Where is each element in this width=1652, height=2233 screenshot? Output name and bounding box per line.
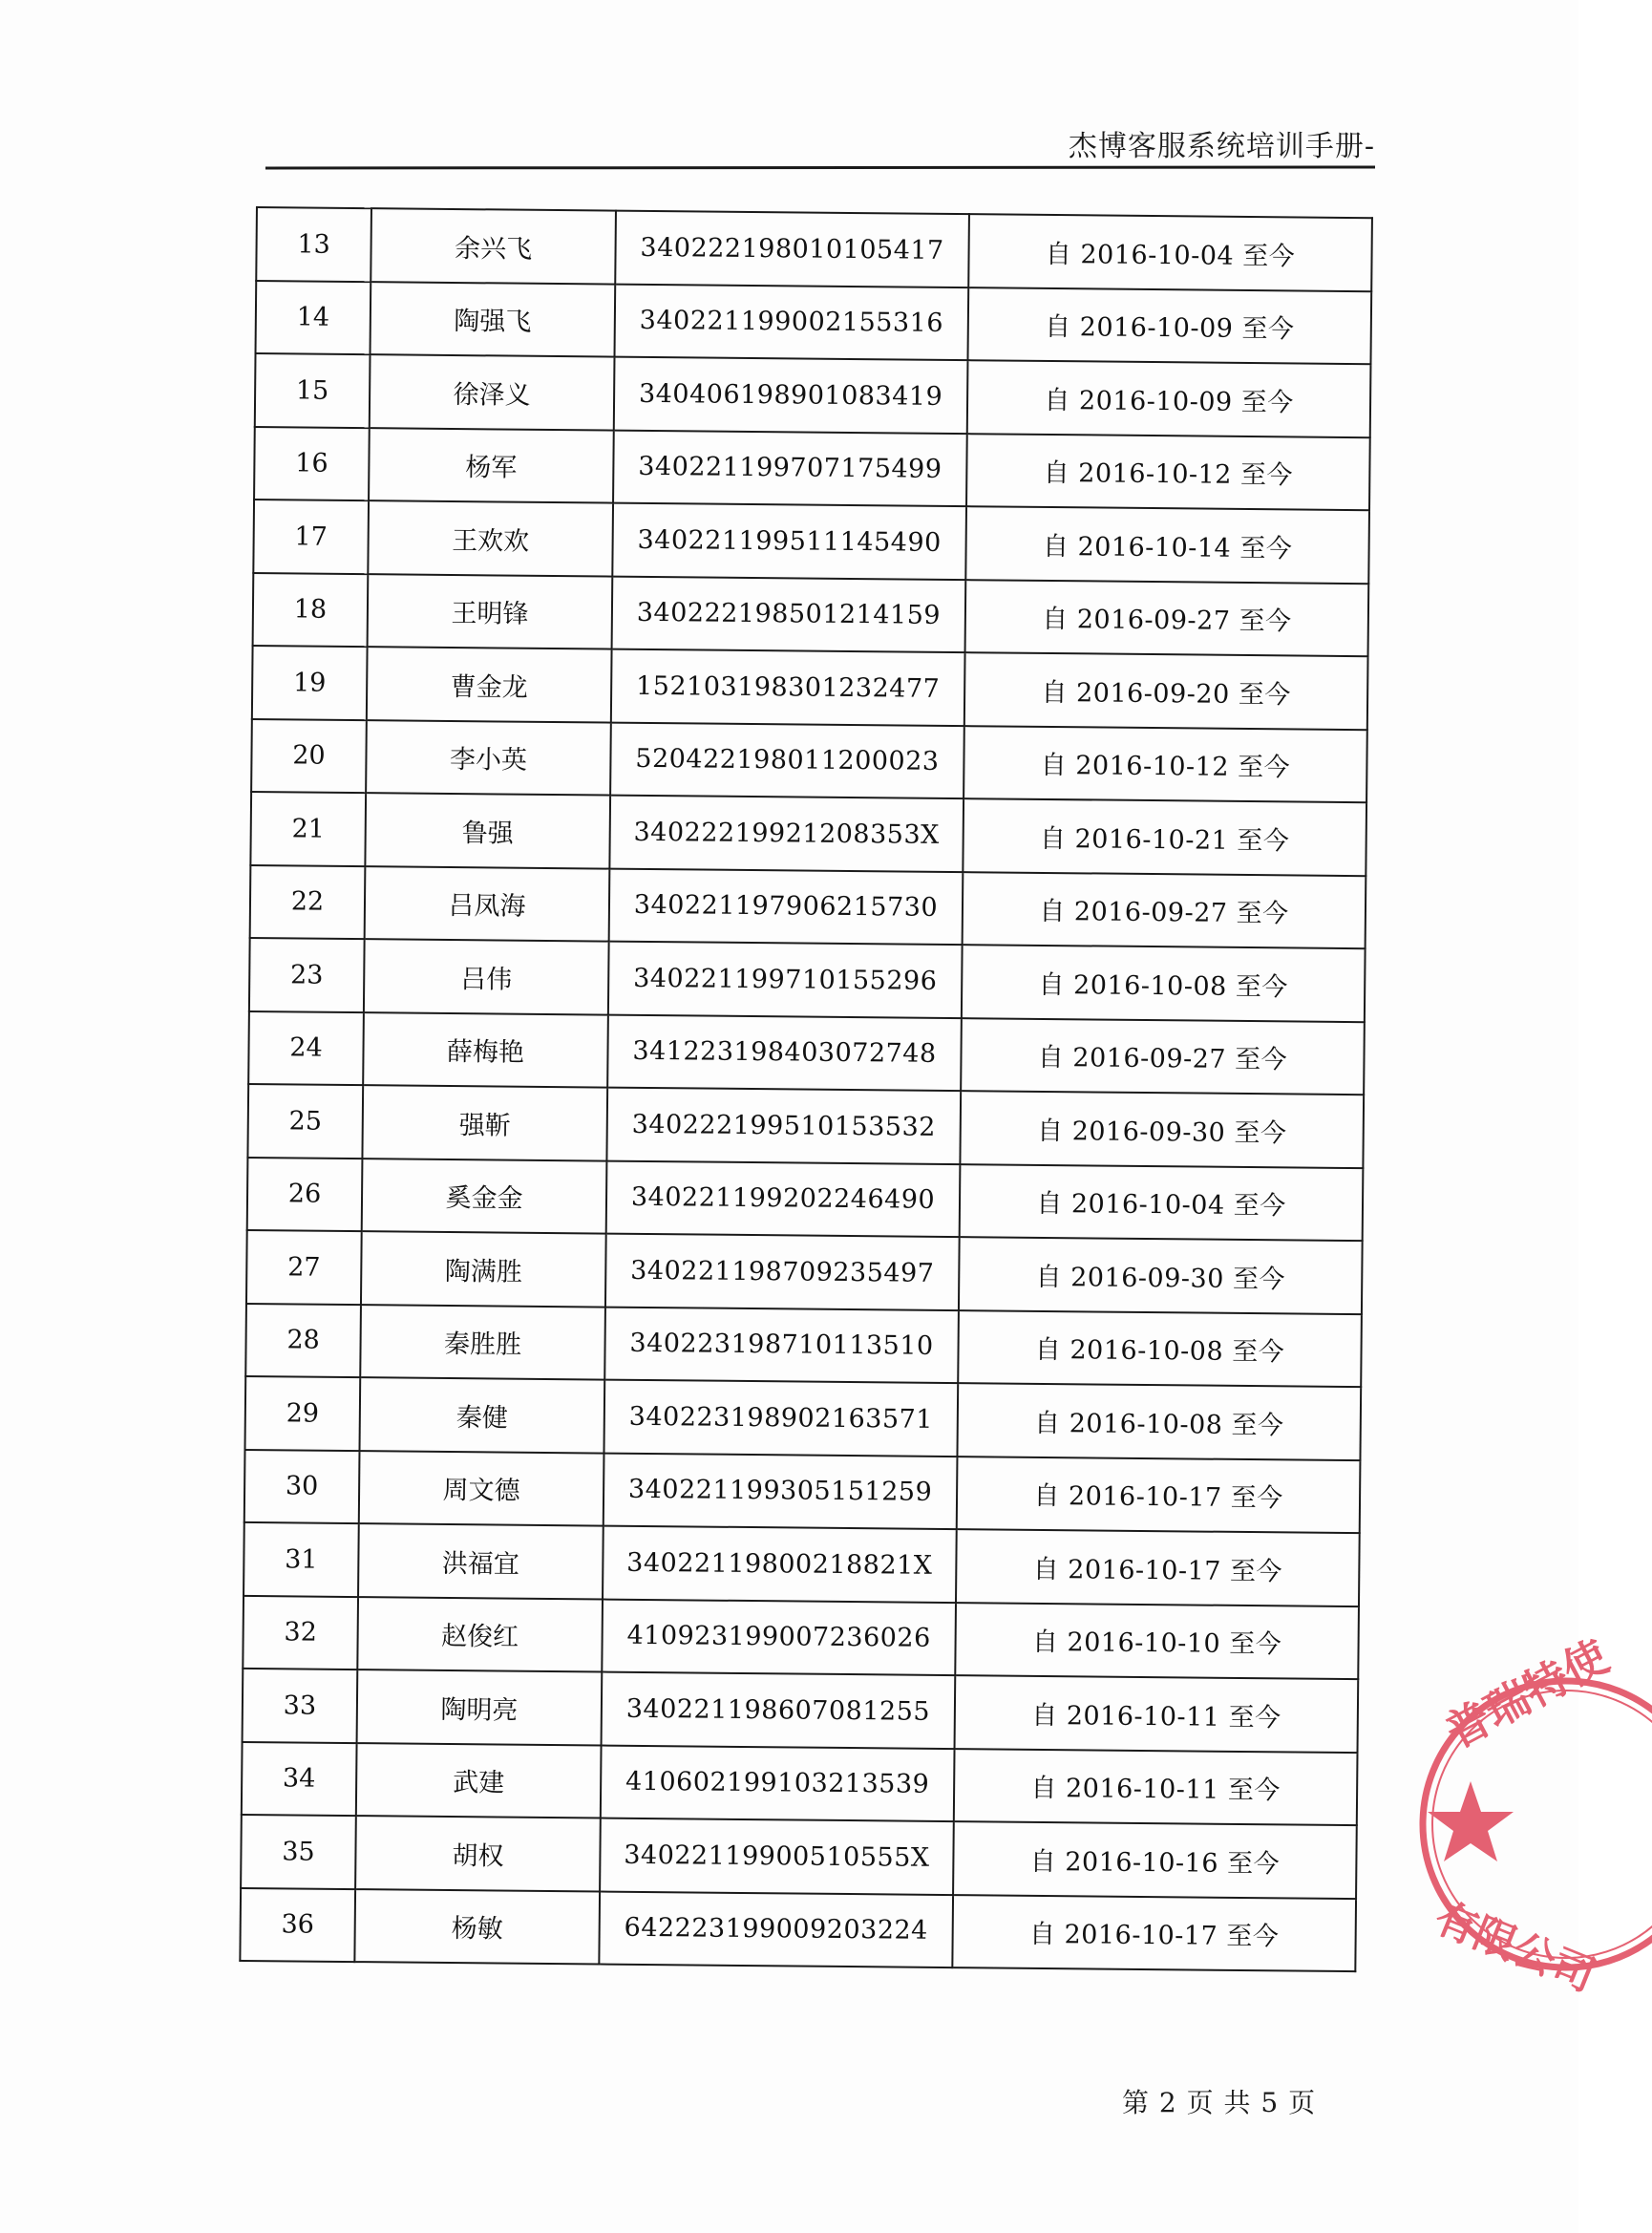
row-id-number-cell: 152103198301232477 — [611, 649, 965, 726]
table-row — [243, 1595, 1359, 1679]
row-period-cell: 自 2016-10-10 至今 — [955, 1603, 1359, 1680]
row-period-cell: 自 2016-10-04 至今 — [960, 1164, 1364, 1242]
row-id-number-cell: 340221199511145490 — [612, 503, 966, 580]
row-id-number-cell: 341223198403072748 — [607, 1014, 962, 1091]
header-rule — [265, 165, 1375, 169]
row-number-cell: 28 — [245, 1303, 361, 1377]
row-number-cell: 14 — [256, 281, 371, 355]
row-period-cell: 自 2016-10-11 至今 — [955, 1675, 1359, 1753]
row-period-cell: 自 2016-09-30 至今 — [960, 1091, 1364, 1168]
row-number-cell: 36 — [240, 1887, 355, 1962]
row-number-cell: 20 — [251, 718, 367, 793]
table-row — [250, 864, 1366, 948]
row-period-cell: 自 2016-10-17 至今 — [956, 1529, 1360, 1606]
row-number-cell: 21 — [250, 792, 366, 866]
row-number-cell: 35 — [241, 1815, 356, 1889]
table-row — [244, 1449, 1361, 1533]
table-row — [241, 1815, 1357, 1899]
row-name-cell: 陶强飞 — [371, 282, 616, 357]
row-period-cell: 自 2016-09-20 至今 — [964, 652, 1368, 730]
row-number-cell: 22 — [250, 864, 366, 939]
row-name-cell: 洪福宜 — [358, 1523, 604, 1599]
company-seal-stamp — [1413, 1629, 1652, 2002]
row-number-cell: 33 — [243, 1669, 358, 1743]
header-title: 杰博客服系统培训手册- — [1068, 130, 1375, 163]
row-name-cell: 王欢欢 — [368, 500, 613, 576]
row-name-cell: 奚金金 — [362, 1159, 607, 1234]
table-row — [255, 353, 1371, 437]
row-period-cell: 自 2016-10-09 至今 — [967, 360, 1371, 437]
row-period-cell: 自 2016-10-12 至今 — [966, 434, 1370, 511]
row-number-cell: 17 — [253, 500, 369, 574]
table-row — [256, 207, 1372, 291]
row-id-number-cell: 340221199305151259 — [604, 1453, 958, 1529]
row-id-number-cell: 340406198901083419 — [614, 357, 968, 434]
row-period-cell: 自 2016-10-08 至今 — [957, 1383, 1361, 1460]
row-id-number-cell: 340221199202246490 — [606, 1160, 961, 1237]
row-number-cell: 26 — [247, 1157, 363, 1231]
row-id-number-cell: 340221198607081255 — [602, 1672, 956, 1749]
row-name-cell: 赵俊红 — [357, 1597, 603, 1672]
row-name-cell: 陶明亮 — [357, 1669, 603, 1745]
row-period-cell: 自 2016-09-27 至今 — [965, 580, 1369, 657]
row-name-cell: 武建 — [356, 1743, 602, 1818]
row-number-cell: 15 — [255, 353, 371, 428]
row-name-cell: 王明锋 — [368, 574, 613, 649]
page-footer: 第 2 页 共 5 页 — [1122, 2087, 1317, 2118]
table-row — [251, 718, 1367, 802]
table-row — [246, 1230, 1363, 1314]
row-number-cell: 19 — [252, 646, 368, 720]
row-id-number-cell: 410923199007236026 — [602, 1599, 956, 1675]
row-name-cell: 曹金龙 — [367, 647, 612, 722]
row-name-cell: 李小英 — [366, 720, 611, 796]
table-row — [250, 792, 1366, 876]
row-name-cell: 吕凤海 — [365, 866, 610, 942]
table-row — [240, 1887, 1356, 1971]
seal-text-top: 普瑞特使 — [1437, 1629, 1617, 1758]
row-id-number-cell: 34022119900510555X — [600, 1818, 954, 1895]
row-name-cell: 陶满胜 — [361, 1231, 606, 1307]
row-period-cell: 自 2016-10-14 至今 — [965, 506, 1369, 584]
row-period-cell: 自 2016-10-04 至今 — [968, 214, 1372, 291]
row-number-cell: 23 — [249, 938, 365, 1012]
table-row — [243, 1669, 1359, 1753]
row-name-cell: 秦健 — [360, 1377, 605, 1453]
row-id-number-cell: 340222198501214159 — [612, 576, 966, 652]
row-period-cell: 自 2016-10-17 至今 — [952, 1895, 1356, 1972]
row-period-cell: 自 2016-10-16 至今 — [953, 1821, 1357, 1899]
row-period-cell: 自 2016-09-27 至今 — [961, 1018, 1365, 1095]
row-number-cell: 30 — [244, 1449, 360, 1523]
row-number-cell: 18 — [253, 572, 369, 647]
row-id-number-cell: 340222199510153532 — [606, 1088, 961, 1164]
row-id-number-cell: 340221199002155316 — [615, 284, 969, 360]
row-period-cell: 自 2016-10-21 至今 — [963, 798, 1366, 876]
row-name-cell: 秦胜胜 — [360, 1305, 605, 1380]
row-number-cell: 13 — [256, 207, 371, 282]
table-row — [254, 426, 1370, 510]
row-id-number-cell: 520422198011200023 — [610, 722, 964, 798]
row-period-cell: 自 2016-10-08 至今 — [962, 945, 1366, 1022]
row-id-number-cell: 340223198710113510 — [604, 1307, 959, 1383]
row-number-cell: 34 — [242, 1741, 357, 1816]
row-number-cell: 32 — [243, 1595, 358, 1669]
row-name-cell: 强靳 — [362, 1085, 607, 1160]
row-number-cell: 25 — [247, 1084, 363, 1159]
table-row — [249, 938, 1366, 1022]
row-period-cell: 自 2016-10-08 至今 — [958, 1310, 1362, 1388]
star-icon — [1428, 1781, 1514, 1861]
row-name-cell: 周文德 — [359, 1451, 604, 1526]
table-row — [248, 1010, 1365, 1095]
row-id-number-cell: 34022119800218821X — [603, 1526, 957, 1603]
row-id-number-cell: 642223199009203224 — [599, 1891, 953, 1967]
row-name-cell: 徐泽义 — [370, 354, 615, 430]
table-row — [247, 1157, 1364, 1241]
row-id-number-cell: 410602199103213539 — [601, 1745, 955, 1821]
row-id-number-cell: 340223198902163571 — [604, 1380, 958, 1457]
row-name-cell: 余兴飞 — [371, 208, 616, 284]
table-row — [247, 1084, 1364, 1168]
row-name-cell: 胡权 — [355, 1816, 601, 1891]
row-period-cell: 自 2016-10-17 至今 — [957, 1457, 1361, 1534]
table-row — [256, 281, 1372, 365]
row-id-number-cell: 34022219921208353X — [609, 796, 964, 872]
table-row — [253, 500, 1369, 584]
row-name-cell: 杨敏 — [354, 1889, 600, 1965]
row-name-cell: 薛梅艳 — [363, 1012, 608, 1088]
row-number-cell: 27 — [246, 1230, 362, 1305]
table-row — [245, 1376, 1362, 1460]
row-number-cell: 16 — [254, 426, 370, 500]
row-number-cell: 29 — [245, 1376, 361, 1451]
table-row — [242, 1741, 1358, 1825]
roster-table — [239, 206, 1373, 1972]
row-period-cell: 自 2016-10-12 至今 — [964, 726, 1367, 803]
row-id-number-cell: 340221198709235497 — [605, 1234, 960, 1310]
table-row — [245, 1303, 1362, 1387]
seal-text-bottom: 有限公司 — [1428, 1893, 1602, 2002]
table-row — [253, 572, 1369, 656]
row-period-cell: 自 2016-10-11 至今 — [954, 1749, 1358, 1826]
roster-table-body — [240, 207, 1372, 1971]
row-number-cell: 24 — [248, 1010, 364, 1085]
row-period-cell: 自 2016-10-09 至今 — [967, 287, 1371, 365]
row-period-cell: 自 2016-09-30 至今 — [959, 1237, 1363, 1314]
row-id-number-cell: 340221199710155296 — [608, 942, 963, 1018]
row-id-number-cell: 340221199707175499 — [613, 430, 967, 506]
row-id-number-cell: 340221197906215730 — [609, 868, 964, 945]
table-row — [244, 1522, 1360, 1606]
row-number-cell: 31 — [244, 1522, 359, 1597]
table-row — [252, 646, 1368, 730]
row-id-number-cell: 340222198010105417 — [615, 211, 969, 287]
row-name-cell: 吕伟 — [364, 939, 609, 1014]
row-period-cell: 自 2016-09-27 至今 — [963, 872, 1366, 949]
row-name-cell: 鲁强 — [365, 793, 610, 868]
row-name-cell: 杨军 — [369, 428, 614, 503]
